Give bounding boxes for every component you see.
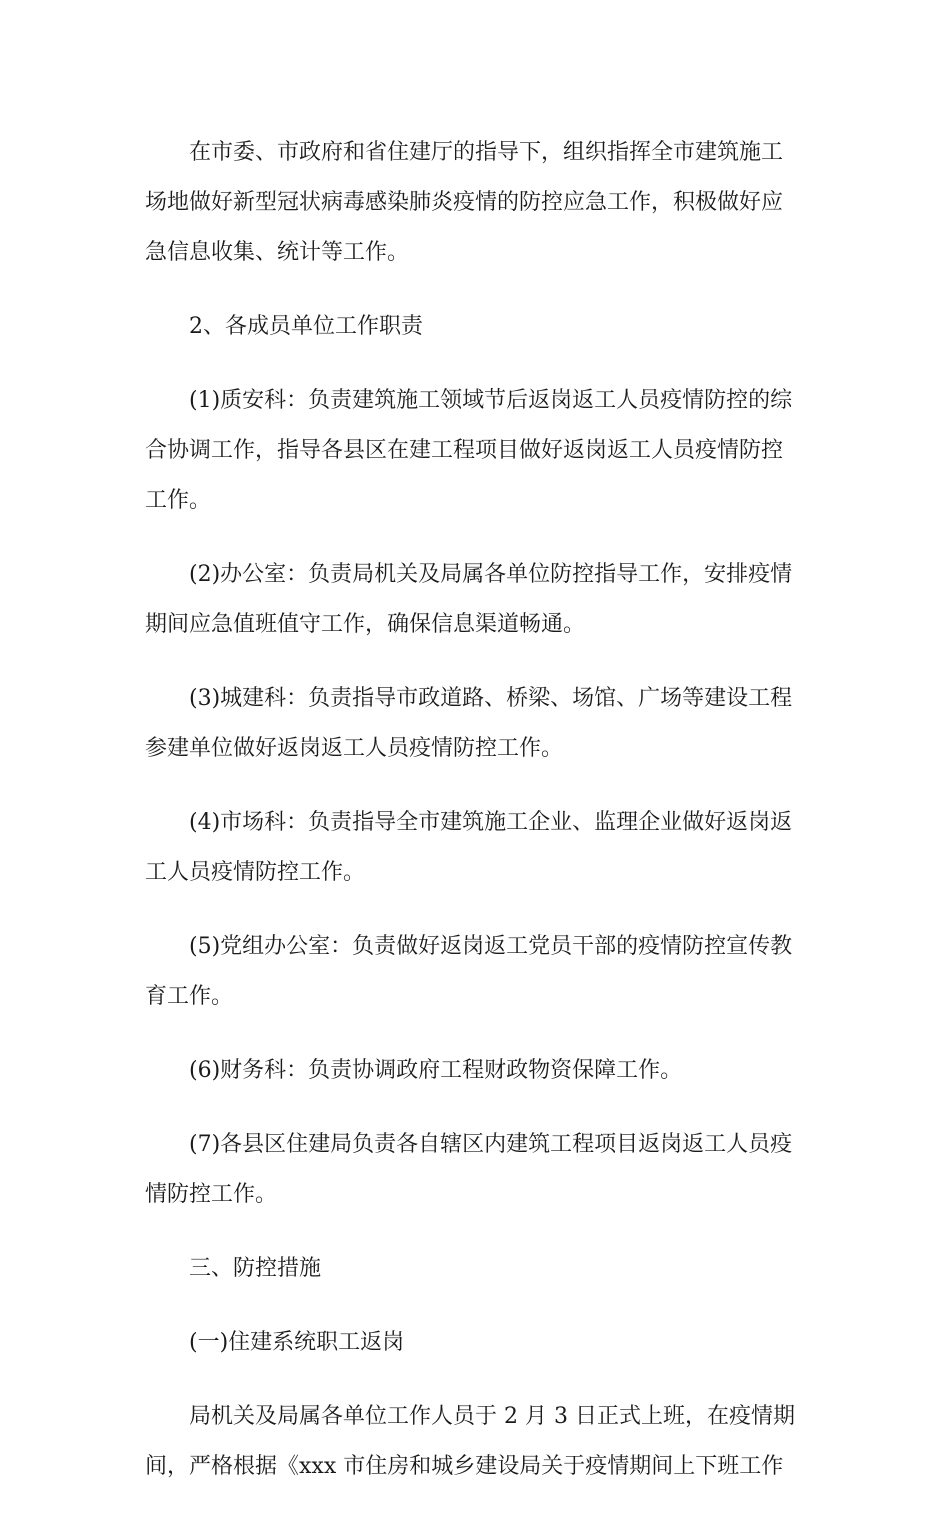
paragraph-item-2 bbox=[145, 550, 807, 650]
text-line: 急信息收集、统计等工作。 bbox=[145, 240, 410, 265]
text-line: (1)质安科：负责建筑施工领域节后返岗返工人员疫情防控的综 bbox=[189, 388, 793, 413]
text-line: (5)党组办公室：负责做好返岗返工党员干部的疫情防控宣传教 bbox=[189, 934, 793, 959]
text-line: 三、防控措施 bbox=[189, 1256, 322, 1281]
subsection-heading-staff-return bbox=[145, 1318, 807, 1368]
text-line: 局机关及局属各单位工作人员于 2 月 3 日正式上班，在疫情期 bbox=[189, 1404, 795, 1429]
text-line: 期间应急值班值守工作，确保信息渠道畅通。 bbox=[145, 612, 586, 637]
text-line: 情防控工作。 bbox=[145, 1182, 278, 1207]
text-line: 参建单位做好返岗返工人员疫情防控工作。 bbox=[145, 736, 564, 761]
text-line: 合协调工作，指导各县区在建工程项目做好返岗返工人员疫情防控 bbox=[145, 438, 784, 463]
text-line: 育工作。 bbox=[145, 984, 234, 1009]
text-line: (6)财务科：负责协调政府工程财政物资保障工作。 bbox=[189, 1058, 683, 1083]
section-heading-measures bbox=[145, 1244, 807, 1294]
text-line: 在市委、市政府和省住建厅的指导下，组织指挥全市建筑施工 bbox=[189, 140, 784, 165]
text-line: 场地做好新型冠状病毒感染肺炎疫情的防控应急工作，积极做好应 bbox=[145, 190, 784, 215]
text-line: (4)市场科：负责指导全市建筑施工企业、监理企业做好返岗返 bbox=[189, 810, 793, 835]
paragraph-item-6 bbox=[145, 1046, 807, 1096]
text-line: 工人员疫情防控工作。 bbox=[145, 860, 366, 885]
paragraph-item-7 bbox=[145, 1120, 807, 1220]
paragraph-staff-return bbox=[145, 1392, 807, 1492]
text-line: (7)各县区住建局负责各自辖区内建筑工程项目返岗返工人员疫 bbox=[189, 1132, 793, 1157]
paragraph-item-1 bbox=[145, 376, 807, 526]
text-line: 2、各成员单位工作职责 bbox=[189, 314, 423, 339]
paragraph-command-duty bbox=[145, 128, 807, 278]
paragraph-item-4 bbox=[145, 798, 807, 898]
document-page bbox=[145, 128, 807, 1516]
section-heading-member-duties bbox=[145, 302, 807, 352]
paragraph-item-3 bbox=[145, 674, 807, 774]
paragraph-item-5 bbox=[145, 922, 807, 1022]
text-line: (2)办公室：负责局机关及局属各单位防控指导工作，安排疫情 bbox=[189, 562, 793, 587]
text-line: 工作。 bbox=[145, 488, 212, 513]
text-line: (一)住建系统职工返岗 bbox=[189, 1330, 405, 1355]
text-line: (3)城建科：负责指导市政道路、桥梁、场馆、广场等建设工程 bbox=[189, 686, 793, 711]
text-line: 间，严格根据《xxx 市住房和城乡建设局关于疫情期间上下班工作 bbox=[145, 1454, 784, 1479]
